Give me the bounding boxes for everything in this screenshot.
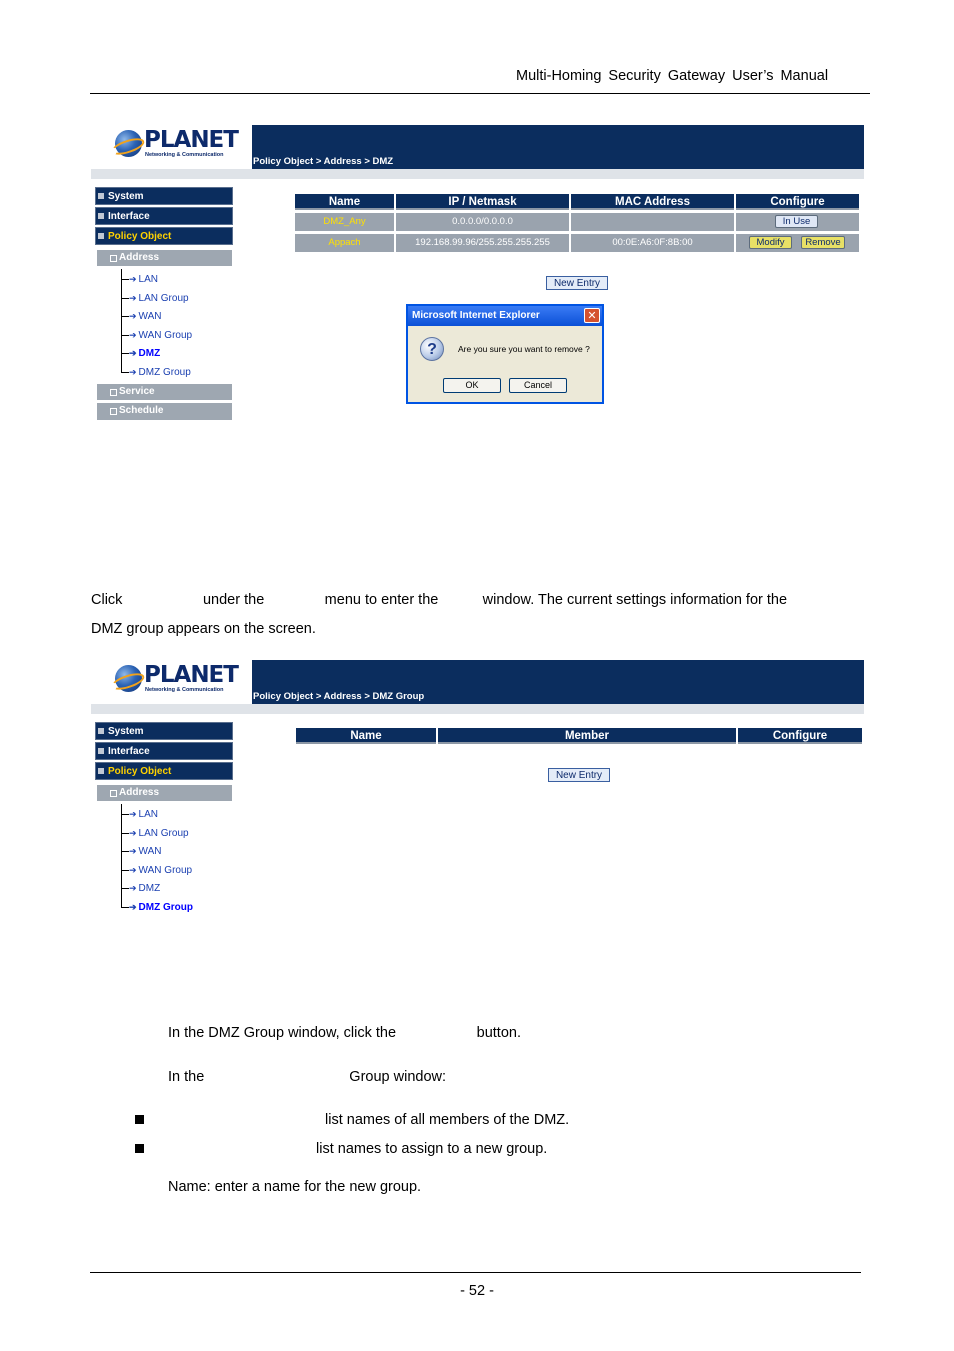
col-header-name: Name — [296, 728, 436, 744]
close-icon[interactable]: ✕ — [584, 308, 600, 323]
bullet-icon — [135, 1144, 144, 1153]
col-header-name: Name — [295, 194, 394, 210]
sidebar-item-policy-object[interactable] — [95, 762, 233, 780]
paragraph-line: Click under the menu to enter the window. The current settings information for the — [91, 592, 788, 608]
logo-area — [91, 125, 252, 169]
tree-label: WAN — [138, 311, 162, 322]
sidebar-label: System — [108, 726, 144, 737]
sidebar-label: Schedule — [119, 405, 164, 416]
tree-label: WAN — [138, 846, 162, 857]
sidebar-item-interface[interactable] — [95, 207, 233, 225]
tree-item-dmz[interactable] — [121, 346, 160, 360]
arrow-icon: ➔ — [129, 311, 137, 321]
logo-tagline: Networking & Communication — [145, 687, 224, 693]
col-header-configure: Configure — [736, 194, 859, 210]
step-1: In the DMZ Group window, click the button. — [168, 1025, 521, 1041]
collapse-icon — [98, 768, 104, 774]
arrow-icon: ➔ — [129, 902, 137, 912]
sidebar-label: System — [108, 191, 144, 202]
expand-icon — [98, 728, 104, 734]
tree-item-lan-group[interactable] — [121, 291, 189, 305]
question-icon: ? — [420, 337, 444, 361]
tree-item-wan[interactable] — [121, 309, 162, 323]
document-header: Multi-Homing Security Gateway User’s Manual — [516, 68, 829, 84]
planet-globe-icon — [115, 130, 142, 157]
cell-name: Appach — [295, 234, 394, 252]
sidebar-item-system[interactable] — [95, 187, 233, 205]
footer-rule — [90, 1272, 861, 1273]
collapse-icon — [110, 255, 117, 262]
planet-logo: PLANET — [144, 127, 238, 153]
planet-logo: PLANET — [144, 662, 238, 688]
cancel-button[interactable]: Cancel — [509, 378, 567, 393]
cell-name: DMZ_Any — [295, 213, 394, 231]
planet-globe-icon — [115, 665, 142, 692]
tree-item-wan[interactable] — [121, 844, 162, 858]
tree-item-dmz-group[interactable] — [121, 365, 191, 379]
collapse-icon — [98, 233, 104, 239]
paragraph-line: DMZ group appears on the screen. — [91, 621, 316, 637]
expand-icon — [98, 193, 104, 199]
collapse-icon — [110, 790, 117, 797]
confirm-dialog — [406, 304, 604, 404]
tree-label: WAN Group — [138, 865, 193, 876]
arrow-icon: ➔ — [129, 367, 137, 377]
tree-item-lan-group[interactable] — [121, 826, 189, 840]
tree-item-dmz[interactable] — [121, 881, 160, 895]
new-entry-button[interactable]: New Entry — [548, 768, 610, 782]
sidebar-label: Interface — [108, 746, 150, 757]
breadcrumb: Policy Object > Address > DMZ — [253, 156, 394, 167]
sidebar-item-policy-object[interactable] — [95, 227, 233, 245]
expand-icon — [110, 389, 117, 396]
logo-area — [91, 660, 252, 704]
bullet-text: list names of all members of the DMZ. — [325, 1112, 570, 1128]
col-header-member: Member — [438, 728, 736, 744]
sidebar-label: Policy Object — [108, 766, 172, 777]
remove-button[interactable]: Remove — [801, 236, 845, 249]
tree-item-lan[interactable] — [121, 807, 158, 821]
sidebar-label: Service — [119, 386, 155, 397]
bullet-icon — [135, 1115, 144, 1124]
sidebar-sub-address[interactable] — [97, 785, 232, 801]
arrow-icon: ➔ — [129, 809, 137, 819]
cell-mac: 00:0E:A6:0F:8B:00 — [571, 234, 734, 252]
tree-label: LAN Group — [138, 293, 189, 304]
expand-icon — [98, 213, 104, 219]
dialog-message: Are you sure you want to remove ? — [458, 344, 590, 354]
separator-strip — [91, 704, 864, 714]
step-2: In the Group window: — [168, 1069, 447, 1085]
arrow-icon: ➔ — [129, 274, 137, 284]
in-use-button[interactable]: In Use — [775, 215, 818, 228]
header-rule — [90, 93, 870, 94]
tree-label: LAN — [138, 274, 158, 285]
breadcrumb: Policy Object > Address > DMZ Group — [253, 691, 425, 702]
col-header-mac: MAC Address — [571, 194, 734, 210]
sidebar-item-system[interactable] — [95, 722, 233, 740]
col-header-ip: IP / Netmask — [396, 194, 569, 210]
separator-strip — [91, 169, 864, 179]
sidebar-sub-schedule[interactable] — [97, 403, 232, 420]
sidebar-label: Policy Object — [108, 231, 172, 242]
ok-button[interactable]: OK — [443, 378, 501, 393]
sidebar-label: Address — [119, 787, 160, 798]
arrow-icon: ➔ — [129, 293, 137, 303]
arrow-icon: ➔ — [129, 846, 137, 856]
tree-item-dmz-group[interactable] — [121, 900, 193, 914]
sidebar-sub-service[interactable] — [97, 384, 232, 400]
modify-button[interactable]: Modify — [749, 236, 792, 249]
bullet-text: list names to assign to a new group. — [316, 1141, 548, 1157]
tree-label: DMZ — [138, 348, 161, 359]
sidebar-label: Interface — [108, 211, 150, 222]
screenshot-dmz-group — [91, 660, 864, 916]
tree-item-wan-group[interactable] — [121, 328, 192, 342]
tree-label: LAN Group — [138, 828, 189, 839]
page-number: - 52 - — [460, 1283, 494, 1299]
tree-label: LAN — [138, 809, 158, 820]
cell-ip: 0.0.0.0/0.0.0.0 — [396, 213, 569, 231]
cell-ip: 192.168.99.96/255.255.255.255 — [396, 234, 569, 252]
tree-item-wan-group[interactable] — [121, 863, 192, 877]
paragraph-1 — [91, 586, 864, 644]
dialog-title: Microsoft Internet Explorer — [408, 306, 602, 326]
arrow-icon: ➔ — [129, 348, 137, 358]
new-entry-button[interactable]: New Entry — [546, 276, 608, 290]
expand-icon — [98, 748, 104, 754]
tree-item-lan[interactable] — [121, 272, 158, 286]
name-instruction: Name: enter a name for the new group. — [168, 1179, 422, 1195]
arrow-icon: ➔ — [129, 883, 137, 893]
arrow-icon: ➔ — [129, 330, 137, 340]
tree-label: DMZ Group — [138, 367, 191, 378]
expand-icon — [110, 408, 117, 415]
sidebar-sub-address[interactable] — [97, 250, 232, 266]
cell-mac — [571, 213, 734, 231]
tree-label: DMZ — [138, 883, 161, 894]
tree-label: WAN Group — [138, 330, 193, 341]
col-header-configure: Configure — [738, 728, 862, 744]
sidebar-item-interface[interactable] — [95, 742, 233, 760]
arrow-icon: ➔ — [129, 865, 137, 875]
arrow-icon: ➔ — [129, 828, 137, 838]
sidebar-label: Address — [119, 252, 160, 263]
tree-label: DMZ Group — [138, 902, 193, 913]
logo-tagline: Networking & Communication — [145, 152, 224, 158]
